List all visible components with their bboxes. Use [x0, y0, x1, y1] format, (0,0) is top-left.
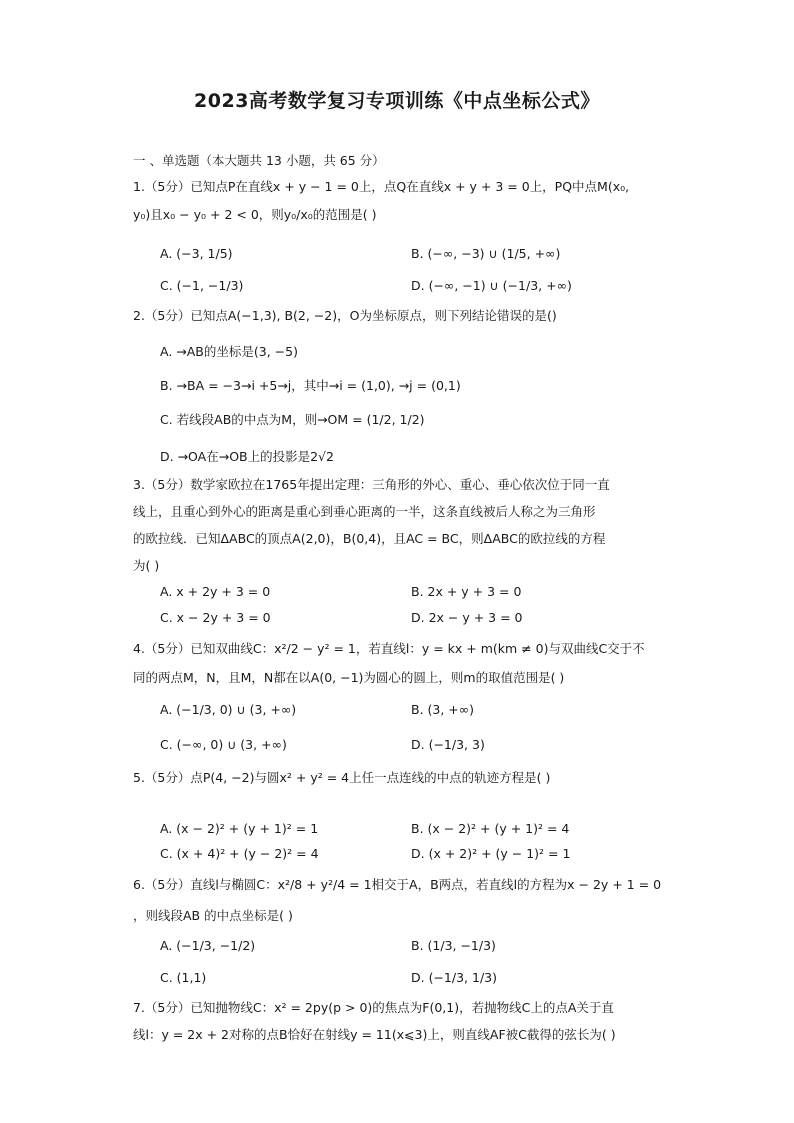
question-6-option-b: B. (1/3, −1/3) [411, 938, 496, 953]
question-3-option-c: C. x − 2y + 3 = 0 [160, 610, 271, 625]
question-2-option-c: C. 若线段AB的中点为M，则→OM = (1/2, 1/2) [160, 412, 425, 427]
question-4-option-c: C. (−∞, 0) ∪ (3, +∞) [160, 737, 287, 752]
question-1-option-b: B. (−∞, −3) ∪ (1/5, +∞) [411, 246, 561, 261]
question-6-option-a: A. (−1/3, −1/2) [160, 938, 256, 953]
question-3-line-1: 3.（5分）数学家欧拉在1765年提出定理：三角形的外心、重心、垂心依次位于同一直 [133, 477, 610, 492]
question-4-line-2: 同的两点M，N，且M，N都在以A(0, −1)为圆心的圆上，则m的取值范围是( ) [133, 670, 565, 685]
question-5-option-a: A. (x − 2)² + (y + 1)² = 1 [160, 821, 319, 836]
question-3-option-a: A. x + 2y + 3 = 0 [160, 584, 271, 599]
question-1-option-a: A. (−3, 1/5) [160, 246, 233, 261]
question-5-option-d: D. (x + 2)² + (y − 1)² = 1 [411, 846, 571, 861]
question-6-option-c: C. (1,1) [160, 970, 207, 985]
question-6-line-1: 6.（5分）直线l与椭圆C：x²/8 + y²/4 = 1相交于A，B两点，若直线l的方程为x − 2y + 1 = 0 [133, 877, 662, 892]
question-4-option-a: A. (−1/3, 0) ∪ (3, +∞) [160, 702, 297, 717]
section-heading: 一 、单选题（本大题共 13 小题，共 65 分） [133, 153, 385, 168]
question-1-line-2: y₀)且x₀ − y₀ + 2 < 0，则y₀/x₀的范围是( ) [133, 207, 377, 222]
question-2-option-b: B. →BA = −3→i +5→j，其中→i = (1,0), →j = (0,1) [160, 378, 461, 393]
question-1-line-1: 1.（5分）已知点P在直线x + y − 1 = 0上，点Q在直线x + y + 3 = 0上，PQ中点M(x₀, [133, 179, 630, 194]
question-2-option-a: A. →AB的坐标是(3, −5) [160, 344, 298, 359]
question-7-line-2: 线l：y = 2x + 2对称的点B恰好在射线y = 11(x⩽3)上，则直线AF被C截得的弦长为( ) [133, 1027, 616, 1042]
question-4-option-b: B. (3, +∞) [411, 702, 475, 717]
question-4-line-1: 4.（5分）已知双曲线C：x²/2 − y² = 1，若直线l：y = kx + m(km ≠ 0)与双曲线C交于不 [133, 641, 645, 656]
question-3-option-b: B. 2x + y + 3 = 0 [411, 584, 522, 599]
question-3-line-3: 的欧拉线．已知ΔABC的顶点A(2,0)，B(0,4)，且AC = BC，则ΔABC的欧拉线的方程 [133, 531, 606, 546]
page-title: 2023高考数学复习专项训练《中点坐标公式》 [194, 90, 600, 112]
question-2-line-1: 2.（5分）已知点A(−1,3), B(2, −2)，O为坐标原点，则下列结论错误的是() [133, 308, 557, 323]
question-3-line-4: 为( ) [133, 558, 160, 573]
question-5-option-b: B. (x − 2)² + (y + 1)² = 4 [411, 821, 570, 836]
question-5-line-1: 5.（5分）点P(4, −2)与圆x² + y² = 4上任一点连线的中点的轨迹方程是( ) [133, 770, 551, 785]
question-1-option-d: D. (−∞, −1) ∪ (−1/3, +∞) [411, 278, 572, 293]
question-2-option-d: D. →OA在→OB上的投影是2√2 [160, 449, 334, 464]
question-1-option-c: C. (−1, −1/3) [160, 278, 244, 293]
question-3-line-2: 线上，且重心到外心的距离是重心到垂心距离的一半，这条直线被后人称之为三角形 [133, 504, 596, 519]
question-6-line-2: ，则线段AB 的中点坐标是( ) [133, 908, 293, 923]
question-4-option-d: D. (−1/3, 3) [411, 737, 485, 752]
question-5-option-c: C. (x + 4)² + (y − 2)² = 4 [160, 846, 319, 861]
question-7-line-1: 7.（5分）已知抛物线C：x² = 2py(p > 0)的焦点为F(0,1)，若抛物线C上的点A关于直 [133, 1000, 614, 1015]
question-6-option-d: D. (−1/3, 1/3) [411, 970, 497, 985]
question-3-option-d: D. 2x − y + 3 = 0 [411, 610, 523, 625]
